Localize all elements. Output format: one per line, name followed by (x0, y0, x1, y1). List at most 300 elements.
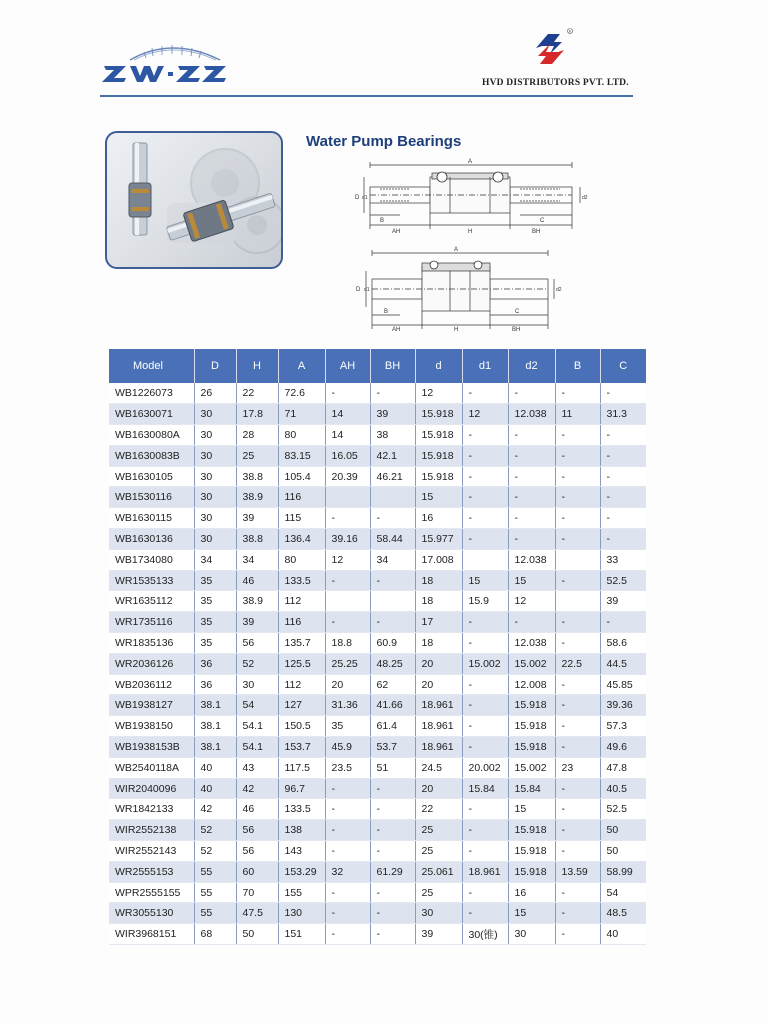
table-cell: 18.8 (325, 633, 370, 654)
svg-text:D: D (355, 195, 360, 201)
svg-text:H: H (454, 327, 459, 333)
table-cell: - (325, 570, 370, 591)
table-cell: - (555, 924, 600, 945)
table-cell: - (370, 924, 415, 945)
table-cell: - (600, 445, 646, 466)
column-header-b: B (555, 349, 600, 383)
table-cell: 15 (462, 570, 508, 591)
table-cell: - (508, 529, 555, 550)
table-cell: 15.84 (508, 778, 555, 799)
table-cell: 16 (415, 508, 462, 529)
model-cell: WB1630115 (109, 508, 194, 529)
table-cell: 40 (600, 924, 646, 945)
model-cell: WB1630136 (109, 529, 194, 550)
table-cell: 50 (600, 841, 646, 862)
table-row (109, 861, 646, 882)
table-cell: - (508, 508, 555, 529)
table-cell: - (462, 383, 508, 404)
model-cell: WB1226073 (109, 383, 194, 404)
table-cell: - (555, 737, 600, 758)
table-row (109, 549, 646, 570)
table-cell: - (462, 529, 508, 550)
svg-text:d2: d2 (582, 195, 588, 201)
table-cell: 17.008 (415, 549, 462, 570)
column-header-h: H (236, 349, 278, 383)
table-cell: 105.4 (278, 466, 325, 487)
table-row (109, 653, 646, 674)
table-cell: - (555, 716, 600, 737)
column-header-bh: BH (370, 349, 415, 383)
table-cell: - (370, 820, 415, 841)
table-cell: 25 (415, 820, 462, 841)
table-cell: 48.25 (370, 653, 415, 674)
table-cell: 39 (415, 924, 462, 945)
table-cell: 155 (278, 882, 325, 903)
table-cell: - (508, 466, 555, 487)
table-cell: 46 (236, 799, 278, 820)
table-cell: - (370, 570, 415, 591)
table-cell: 116 (278, 487, 325, 508)
table-cell: 53.7 (370, 737, 415, 758)
table-cell: 12 (462, 404, 508, 425)
table-cell: - (555, 529, 600, 550)
table-cell: 45.85 (600, 674, 646, 695)
table-cell: 30 (508, 924, 555, 945)
table-cell: 18 (415, 633, 462, 654)
table-cell (325, 487, 370, 508)
table-row (109, 903, 646, 924)
table-cell: - (555, 674, 600, 695)
table-cell: 23 (555, 757, 600, 778)
table-cell: 15 (415, 487, 462, 508)
table-cell: - (462, 799, 508, 820)
table-cell: 14 (325, 404, 370, 425)
table-cell: 23.5 (325, 757, 370, 778)
table-cell: 38.9 (236, 591, 278, 612)
table-row (109, 466, 646, 487)
table-cell: 117.5 (278, 757, 325, 778)
model-cell: WR1535133 (109, 570, 194, 591)
model-cell: WIR2552138 (109, 820, 194, 841)
hvd-arrows-logo-icon (470, 26, 640, 76)
table-cell: 39 (600, 591, 646, 612)
table-cell: - (370, 778, 415, 799)
table-cell: - (555, 425, 600, 446)
table-cell: - (462, 674, 508, 695)
table-cell: 13.59 (555, 861, 600, 882)
table-cell: 15.918 (508, 716, 555, 737)
table-cell: 112 (278, 591, 325, 612)
svg-text:H: H (468, 229, 473, 235)
table-cell: 22 (236, 383, 278, 404)
table-cell: - (600, 508, 646, 529)
model-cell: WR3055130 (109, 903, 194, 924)
model-cell: WB1938153B (109, 737, 194, 758)
table-cell: 36 (194, 674, 236, 695)
svg-text:AH: AH (392, 327, 401, 333)
table-cell: 12 (325, 549, 370, 570)
table-cell: 24.5 (415, 757, 462, 778)
table-row (109, 445, 646, 466)
table-cell: 15 (508, 903, 555, 924)
table-cell: - (462, 466, 508, 487)
table-cell: 28 (236, 425, 278, 446)
table-cell: - (325, 820, 370, 841)
table-cell: 20 (325, 674, 370, 695)
table-cell: 15.918 (508, 695, 555, 716)
table-cell: 133.5 (278, 570, 325, 591)
table-cell: 61.29 (370, 861, 415, 882)
table-cell: 15.002 (462, 653, 508, 674)
svg-text:d1: d1 (362, 195, 368, 201)
table-cell: 46 (236, 570, 278, 591)
table-cell: - (325, 383, 370, 404)
table-row (109, 508, 646, 529)
table-row (109, 695, 646, 716)
table-cell: 18 (415, 570, 462, 591)
table-cell: 15.918 (415, 445, 462, 466)
table-cell: 52 (194, 820, 236, 841)
model-cell: WR1842133 (109, 799, 194, 820)
table-cell: - (600, 383, 646, 404)
table-cell: - (370, 841, 415, 862)
table-cell: 38.1 (194, 695, 236, 716)
model-cell: WB1630083B (109, 445, 194, 466)
table-cell: 58.44 (370, 529, 415, 550)
table-cell (370, 591, 415, 612)
table-row (109, 570, 646, 591)
model-cell: WR1735116 (109, 612, 194, 633)
table-cell: - (370, 383, 415, 404)
table-cell: - (462, 903, 508, 924)
svg-text:R: R (568, 29, 572, 34)
model-cell: WB1630105 (109, 466, 194, 487)
table-cell: 38 (370, 425, 415, 446)
table-cell: 35 (325, 716, 370, 737)
table-cell: 15.9 (462, 591, 508, 612)
table-cell: 15.918 (415, 425, 462, 446)
column-header-d: d (415, 349, 462, 383)
table-row (109, 882, 646, 903)
table-cell: 136.4 (278, 529, 325, 550)
table-cell: 60.9 (370, 633, 415, 654)
table-cell: 15.918 (508, 841, 555, 862)
table-cell: - (462, 695, 508, 716)
table-cell: 39.36 (600, 695, 646, 716)
table-cell: 22.5 (555, 653, 600, 674)
table-cell: - (555, 487, 600, 508)
table-cell: 130 (278, 903, 325, 924)
table-cell: 31.3 (600, 404, 646, 425)
table-row (109, 778, 646, 799)
table-cell: 16 (508, 882, 555, 903)
table-cell: 17 (415, 612, 462, 633)
table-cell: 39 (370, 404, 415, 425)
table-cell: 153.7 (278, 737, 325, 758)
table-cell (370, 487, 415, 508)
table-cell: 47.8 (600, 757, 646, 778)
model-cell: WIR3968151 (109, 924, 194, 945)
table-cell: 39 (236, 612, 278, 633)
table-cell: 58.99 (600, 861, 646, 882)
table-cell: - (325, 924, 370, 945)
table-cell: 150.5 (278, 716, 325, 737)
table-cell: 15 (508, 799, 555, 820)
table-cell: - (462, 487, 508, 508)
svg-text:d1: d1 (364, 287, 370, 293)
table-cell: 54 (236, 695, 278, 716)
table-cell: - (555, 445, 600, 466)
column-header-d1: d1 (462, 349, 508, 383)
table-cell: - (462, 425, 508, 446)
bearing-spec-table (109, 349, 646, 945)
table-cell: 55 (194, 903, 236, 924)
model-cell: WR1835136 (109, 633, 194, 654)
table-cell: - (508, 612, 555, 633)
table-cell: - (370, 799, 415, 820)
zwz-logo (100, 38, 245, 88)
table-cell: - (555, 820, 600, 841)
table-row (109, 757, 646, 778)
table-cell: - (462, 633, 508, 654)
table-cell: - (555, 383, 600, 404)
product-photo (105, 131, 283, 269)
column-header-ah: AH (325, 349, 370, 383)
table-cell: 44.5 (600, 653, 646, 674)
zwz-bearing-logo-icon (100, 38, 245, 88)
table-cell: 112 (278, 674, 325, 695)
table-cell: 15.918 (508, 737, 555, 758)
table-cell: 45.9 (325, 737, 370, 758)
table-cell: - (462, 445, 508, 466)
table-cell: 39 (236, 508, 278, 529)
table-cell: - (462, 820, 508, 841)
table-cell: - (325, 841, 370, 862)
table-cell: 54.1 (236, 716, 278, 737)
table-cell: 30 (194, 487, 236, 508)
table-cell (555, 591, 600, 612)
table-cell: - (555, 508, 600, 529)
table-cell: 40 (194, 778, 236, 799)
table-cell: 40.5 (600, 778, 646, 799)
table-cell: 22 (415, 799, 462, 820)
table-cell: - (462, 882, 508, 903)
header-divider (100, 95, 633, 97)
svg-text:D: D (356, 287, 361, 293)
svg-text:A: A (454, 247, 459, 253)
model-cell: WR2555153 (109, 861, 194, 882)
table-cell: 35 (194, 570, 236, 591)
table-cell: 20.39 (325, 466, 370, 487)
table-cell: 25 (415, 882, 462, 903)
table-cell: 133.5 (278, 799, 325, 820)
table-cell: - (508, 383, 555, 404)
table-cell: 34 (194, 549, 236, 570)
model-cell: WR1635112 (109, 591, 194, 612)
table-cell: 50 (236, 924, 278, 945)
table-cell: 12.038 (508, 633, 555, 654)
model-cell: WB1938127 (109, 695, 194, 716)
table-cell: 35 (194, 612, 236, 633)
table-header-row (109, 349, 646, 383)
table-cell: - (462, 841, 508, 862)
table-cell: 115 (278, 508, 325, 529)
table-cell: 15.918 (508, 861, 555, 882)
table-cell: 36 (194, 653, 236, 674)
table-cell: 52.5 (600, 570, 646, 591)
table-cell (555, 549, 600, 570)
model-cell: WIR2040096 (109, 778, 194, 799)
table-cell: 12.038 (508, 549, 555, 570)
table-cell: - (370, 612, 415, 633)
table-cell: 116 (278, 612, 325, 633)
table-cell: - (508, 445, 555, 466)
svg-text:AH: AH (392, 229, 401, 235)
table-cell: 30 (194, 445, 236, 466)
svg-text:BH: BH (512, 327, 521, 333)
table-cell: - (508, 487, 555, 508)
table-cell: 60 (236, 861, 278, 882)
table-cell: - (325, 778, 370, 799)
table-cell: 15.84 (462, 778, 508, 799)
table-cell: 16.05 (325, 445, 370, 466)
table-cell: 20 (415, 778, 462, 799)
table-cell: 55 (194, 861, 236, 882)
table-cell: - (325, 903, 370, 924)
table-cell: 15.918 (508, 820, 555, 841)
dimension-drawing-icon (350, 157, 600, 337)
table-cell: - (508, 425, 555, 446)
table-cell: 30 (194, 425, 236, 446)
model-cell: WB1630071 (109, 404, 194, 425)
table-cell: 52 (194, 841, 236, 862)
table-row (109, 841, 646, 862)
table-row (109, 529, 646, 550)
table-cell: 14 (325, 425, 370, 446)
table-cell: 30 (194, 508, 236, 529)
table-cell: 25.25 (325, 653, 370, 674)
table-row (109, 612, 646, 633)
table-cell: 18.961 (415, 716, 462, 737)
company-name: HVD DISTRIBUTORS PVT. LTD. (482, 78, 629, 88)
table-cell: - (555, 799, 600, 820)
model-cell: WB1938150 (109, 716, 194, 737)
table-cell: 50 (600, 820, 646, 841)
table-cell: 57.3 (600, 716, 646, 737)
table-cell: 143 (278, 841, 325, 862)
model-cell: WB2036112 (109, 674, 194, 695)
table-cell: 30 (236, 674, 278, 695)
table-cell: 30 (415, 903, 462, 924)
table-cell: 54 (600, 882, 646, 903)
table-cell: - (462, 716, 508, 737)
svg-text:A: A (468, 159, 473, 165)
table-cell: 35 (194, 633, 236, 654)
table-cell: - (600, 487, 646, 508)
model-cell: WPR2555155 (109, 882, 194, 903)
column-header-d: D (194, 349, 236, 383)
page-title: Water Pump Bearings (306, 133, 462, 150)
table-row (109, 633, 646, 654)
table-cell: - (555, 633, 600, 654)
table-row (109, 737, 646, 758)
table-cell: 38.9 (236, 487, 278, 508)
table-cell: 31.36 (325, 695, 370, 716)
table-cell: 40 (194, 757, 236, 778)
model-cell: WR2036126 (109, 653, 194, 674)
table-cell: 70 (236, 882, 278, 903)
table-cell: - (370, 882, 415, 903)
table-cell: 83.15 (278, 445, 325, 466)
table-cell: 51 (370, 757, 415, 778)
table-cell: 42 (194, 799, 236, 820)
table-row (109, 820, 646, 841)
table-cell: - (600, 425, 646, 446)
svg-text:C: C (540, 218, 545, 224)
table-cell: 80 (278, 549, 325, 570)
table-cell: 71 (278, 404, 325, 425)
table-cell: 30 (194, 404, 236, 425)
table-cell: 41.66 (370, 695, 415, 716)
table-cell: 30 (194, 466, 236, 487)
table-cell: 56 (236, 820, 278, 841)
table-cell: - (555, 570, 600, 591)
table-cell: 72.6 (278, 383, 325, 404)
table-cell: 135.7 (278, 633, 325, 654)
svg-text:BH: BH (532, 229, 541, 235)
table-cell: 52.5 (600, 799, 646, 820)
table-cell: 12 (415, 383, 462, 404)
table-row (109, 425, 646, 446)
table-cell: - (555, 841, 600, 862)
table-cell: 15.918 (415, 404, 462, 425)
svg-text:B: B (384, 309, 389, 315)
table-cell: 39.16 (325, 529, 370, 550)
table-cell: - (555, 612, 600, 633)
table-cell: 47.5 (236, 903, 278, 924)
model-cell: WB1530116 (109, 487, 194, 508)
bearing-dimension-diagram (350, 157, 600, 337)
table-cell: 18.961 (462, 861, 508, 882)
table-cell: 18.961 (415, 737, 462, 758)
table-cell: - (555, 903, 600, 924)
table-cell: 34 (236, 549, 278, 570)
table-cell: 43 (236, 757, 278, 778)
table-cell (462, 549, 508, 570)
column-header-a: A (278, 349, 325, 383)
table-cell: 80 (278, 425, 325, 446)
table-row (109, 674, 646, 695)
table-cell: 15.918 (415, 466, 462, 487)
table-cell: 25 (236, 445, 278, 466)
column-header-c: C (600, 349, 646, 383)
table-cell: 46.21 (370, 466, 415, 487)
table-cell: 15.002 (508, 757, 555, 778)
table-cell: 33 (600, 549, 646, 570)
table-cell: 49.6 (600, 737, 646, 758)
table-cell: 52 (236, 653, 278, 674)
table-row (109, 383, 646, 404)
table-cell: 30 (194, 529, 236, 550)
table-cell: 15.002 (508, 653, 555, 674)
table-cell: 26 (194, 383, 236, 404)
table-cell: 12.008 (508, 674, 555, 695)
table-row (109, 924, 646, 945)
model-cell: WB1630080A (109, 425, 194, 446)
column-header-model: Model (109, 349, 194, 383)
table-cell: 20.002 (462, 757, 508, 778)
table-cell: 38.1 (194, 737, 236, 758)
